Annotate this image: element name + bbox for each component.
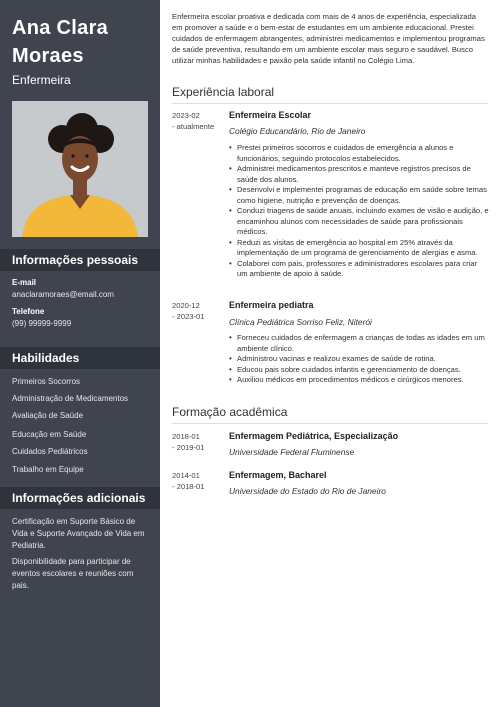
education-heading: Formação acadêmica — [172, 405, 288, 419]
list-item: • Administrei medicamentos prescritos e manteve registros precisos de saúde dos alunos. — [229, 164, 489, 185]
education-date-end: - 2018-01 — [172, 482, 205, 491]
additional-item: Disponibilidade para participar de eventos escolares e reuniões com pais. — [12, 557, 134, 590]
experience-divider — [172, 103, 488, 104]
job-title: Enfermeira pediatra — [229, 300, 314, 310]
phone-value: (99) 99999-9999 — [12, 319, 72, 328]
additional-info-heading: Informações adicionais — [0, 487, 160, 509]
profile-photo — [12, 101, 148, 237]
education-divider — [172, 423, 488, 424]
education-date-end: - 2019-01 — [172, 443, 205, 452]
profile-photo-illustration — [12, 101, 148, 237]
job-organization: Clínica Pediátrica Sorriso Feliz, Niterói — [229, 317, 372, 327]
education-title: Enfermagem Pediátrica, Especialização — [229, 431, 399, 441]
list-item: • Educou pais sobre cuidados infantis e gerenciamento de doenças. — [229, 365, 489, 376]
education-date-start: 2018-01 — [172, 432, 200, 441]
skill-item: Trabalho em Equipe — [12, 465, 84, 474]
list-item: • Colaborei com pais, professores e administradores escolares para criar um ambiente de apoio à saúde. — [229, 259, 489, 280]
skill-item: Avaliação de Saúde — [12, 411, 84, 420]
email-label: E-mail — [12, 278, 37, 287]
job-date-end: - atualmente — [172, 122, 215, 131]
candidate-name: Ana Clara Moraes — [12, 17, 109, 67]
personal-info-heading: Informações pessoais — [0, 249, 160, 271]
skill-item: Administração de Medicamentos — [12, 394, 129, 403]
job-title: Enfermeira Escolar — [229, 110, 312, 120]
job-organization: Colégio Educandário, Rio de Janeiro — [229, 126, 366, 136]
skill-item: Primeiros Socorros — [12, 377, 81, 386]
candidate-role: Enfermeira — [12, 73, 71, 87]
skills-heading: Habilidades — [0, 347, 160, 369]
list-item: • Reduzi as visitas de emergência ao hospital em 25% através da implementação de um programa de gerenciamento de alergias e asma. — [229, 238, 489, 259]
job-date-start: 2020-12 — [172, 301, 200, 310]
list-item: • Administrou vacinas e realizou exames de saúde de rotina. — [229, 354, 489, 365]
list-item: • Prestei primeiros socorros e cuidados de emergência a alunos e funcionários, seguindo protocolos estabelecidos. — [229, 143, 489, 164]
additional-item: Certificação em Suporte Básico de Vida e Suporte Avançado de Vida em Pediatria. — [12, 517, 145, 550]
education-institution: Universidade Federal Fluminense — [229, 447, 355, 457]
job-date-end: - 2023-01 — [172, 312, 205, 321]
experience-heading: Experiência laboral — [172, 85, 275, 99]
education-date-start: 2014-01 — [172, 471, 200, 480]
profile-summary: Enfermeira escolar proativa e dedicada com mais de 4 anos de experiência, especializada em promover a saúde e o bem-estar de estudantes em um ambiente educacional. Prestei cuidados de enfermagem abrangentes, administrei medicamentos e implementou programas de saúde preventiva, resultando em um ambiente escolar mais seguro e saudável. Busco utilizar minhas habilidades e paixão pela saúde infantil no Colégio Lima. — [172, 12, 485, 65]
list-item: • Auxiliou médicos em procedimentos médicos e cirúrgicos menores. — [229, 375, 489, 386]
skill-item: Educação em Saúde — [12, 430, 87, 439]
email-value: anaclaramoraes@email.com — [12, 290, 114, 299]
education-institution: Universidade do Estado do Rio de Janeiro — [229, 486, 386, 496]
sidebar — [0, 0, 160, 707]
job-bullets — [229, 333, 489, 386]
job-date-start: 2023-02 — [172, 111, 200, 120]
list-item: • Desenvolvi e implementei programas de educação em saúde sobre temas como higiene, nutrição e prevenção de doenças. — [229, 185, 489, 206]
skill-item: Cuidados Pediátricos — [12, 447, 88, 456]
list-item: • Conduzi triagens de saúde anuais, incluindo exames de visão e audição, e encaminhou alunos com necessidades de saúde para profissionais médicos. — [229, 206, 489, 238]
phone-label: Telefone — [12, 307, 45, 316]
list-item: • Forneceu cuidados de enfermagem a crianças de todas as idades em um ambiente clínico. — [229, 333, 489, 354]
education-title: Enfermagem, Bacharel — [229, 470, 327, 480]
job-bullets — [229, 143, 489, 280]
